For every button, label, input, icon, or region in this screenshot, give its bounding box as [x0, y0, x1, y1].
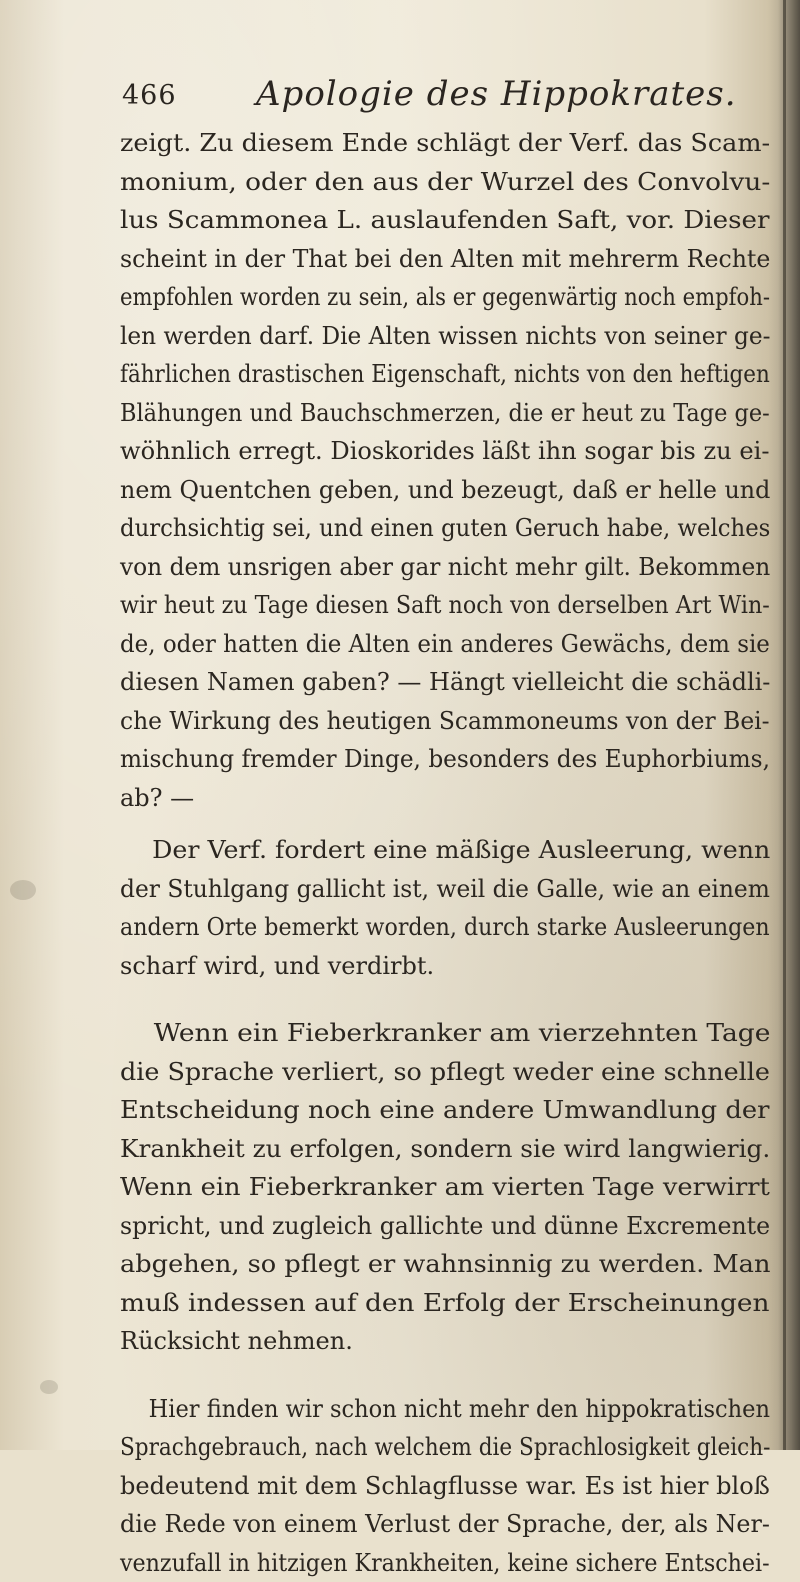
- text-line: muß indessen auf den Erfolg der Erscheinungen: [120, 1284, 770, 1323]
- text-line: Wenn ein Fieberkranker am vierzehnten Tage: [120, 1014, 770, 1053]
- text-line: scheint in der That bei den Alten mit mehrerm Rechte: [120, 240, 770, 279]
- body-text: [120, 124, 770, 1582]
- page-header: [122, 70, 762, 126]
- text-line: fährlichen drastischen Eigenschaft, nichts von den heftigen: [120, 355, 770, 394]
- text-line: abgehen, so pflegt er wahnsinnig zu werden. Man: [120, 1245, 770, 1284]
- paragraph: [120, 1014, 770, 1361]
- text-line: Krankheit zu erfolgen, sondern sie wird langwierig.: [120, 1130, 770, 1169]
- text-line: die Rede von einem Verlust der Sprache, der, als Ner-: [120, 1505, 770, 1544]
- text-line: Hier finden wir schon nicht mehr den hippokratischen: [120, 1390, 770, 1429]
- text-line: andern Orte bemerkt worden, durch starke Ausleerungen: [120, 908, 770, 947]
- page-edge-line: [783, 0, 786, 1450]
- text-line: lus Scammonea L. auslaufenden Saft, vor. Dieser: [120, 201, 770, 240]
- page-edge-shadow: [778, 0, 800, 1450]
- text-line: che Wirkung des heutigen Scammoneums von der Bei-: [120, 702, 770, 741]
- running-head: Apologie des Hippokrates.: [256, 74, 737, 114]
- text-line: ab? —: [120, 779, 770, 818]
- text-line: spricht, und zugleich gallichte und dünne Excremente: [120, 1207, 770, 1246]
- text-line: von dem unsrigen aber gar nicht mehr gilt. Bekommen: [120, 548, 770, 587]
- page-number: 466: [122, 80, 177, 111]
- text-line: die Sprache verliert, so pflegt weder eine schnelle: [120, 1053, 770, 1092]
- text-line: venzufall in hitzigen Krankheiten, keine sichere Entschei-: [120, 1544, 770, 1582]
- text-line: Entscheidung noch eine andere Umwandlung der: [120, 1091, 770, 1130]
- text-line: Sprachgebrauch, nach welchem die Sprachlosigkeit gleich-: [120, 1428, 770, 1467]
- text-line: len werden darf. Die Alten wissen nichts von seiner ge-: [120, 317, 770, 356]
- text-line: Der Verf. fordert eine mäßige Ausleerung, wenn: [120, 831, 770, 870]
- paragraph: [120, 124, 770, 817]
- text-line: mischung fremder Dinge, besonders des Euphorbiums,: [120, 740, 770, 779]
- text-line: bedeutend mit dem Schlagflusse war. Es ist hier bloß: [120, 1467, 770, 1506]
- text-line: diesen Namen gaben? — Hängt vielleicht die schädli-: [120, 663, 770, 702]
- text-line: Wenn ein Fieberkranker am vierten Tage verwirrt: [120, 1168, 770, 1207]
- text-line: scharf wird, und verdirbt.: [120, 947, 770, 986]
- text-line: Rücksicht nehmen.: [120, 1322, 770, 1361]
- text-line: wir heut zu Tage diesen Saft noch von derselben Art Win-: [120, 586, 770, 625]
- text-line: wöhnlich erregt. Dioskorides läßt ihn sogar bis zu ei-: [120, 432, 770, 471]
- paper-stain: [40, 1380, 58, 1394]
- text-line: de, oder hatten die Alten ein anderes Gewächs, dem sie: [120, 625, 770, 664]
- text-line: zeigt. Zu diesem Ende schlägt der Verf. das Scam-: [120, 124, 770, 163]
- paragraph: [120, 1390, 770, 1582]
- text-line: monium, oder den aus der Wurzel des Convolvu-: [120, 163, 770, 202]
- text-line: der Stuhlgang gallicht ist, weil die Galle, wie an einem: [120, 870, 770, 909]
- text-line: empfohlen worden zu sein, als er gegenwärtig noch empfoh-: [120, 278, 770, 317]
- text-line: nem Quentchen geben, und bezeugt, daß er helle und: [120, 471, 770, 510]
- paragraph: [120, 831, 770, 985]
- text-line: durchsichtig sei, und einen guten Geruch habe, welches: [120, 509, 770, 548]
- paper-stain: [10, 880, 36, 900]
- text-line: Blähungen und Bauchschmerzen, die er heut zu Tage ge-: [120, 394, 770, 433]
